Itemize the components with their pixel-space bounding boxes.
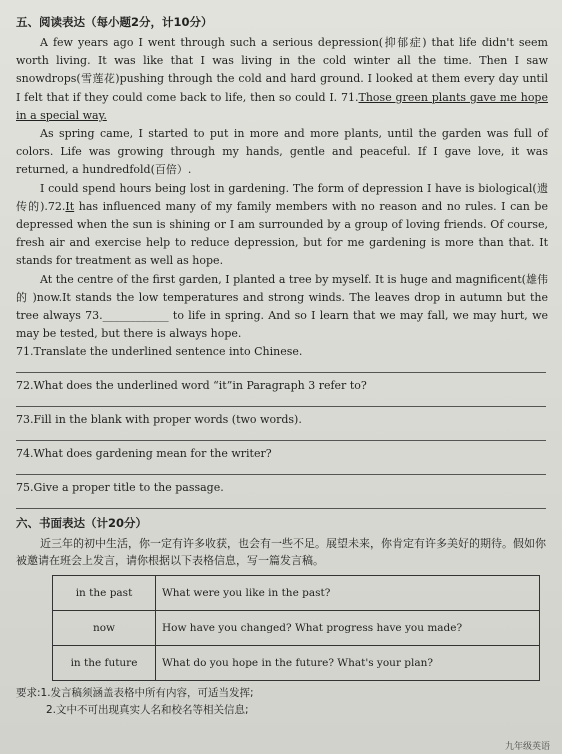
table-cell-key: in the past — [53, 576, 156, 611]
table-cell-value: How have you changed? What progress have you made? — [156, 611, 540, 646]
writing-prompt: 近三年的初中生活，你一定有许多收获，也会有一些不足。展望未来，你肯定有许多美好的期待。假如你被邀请在班会上发言，请你根据以下表格信息，写一篇发言稿。 — [16, 537, 546, 568]
table-row — [53, 611, 540, 646]
answer-line-75[interactable] — [16, 494, 546, 509]
answer-line-71[interactable] — [16, 358, 546, 373]
table-cell-value: What do you hope in the future? What's your plan? — [156, 646, 540, 681]
paragraph-3 — [16, 180, 548, 271]
question-71-text: 71.Translate the underlined sentence into Chinese. — [16, 345, 303, 359]
question-74 — [16, 447, 548, 475]
table-cell-key: now — [53, 611, 156, 646]
underlined-word-72: It — [65, 199, 75, 213]
paragraph-2: As spring came, I started to put in more and more plants, until the garden was full of colors. Life was growing through my hands, gentle and peaceful. If I gave love, it was returned, a hundredfold(百倍）. — [16, 127, 548, 177]
answer-line-73[interactable] — [16, 426, 546, 441]
paragraph-3-text-a: I could spend hours being lost in gardening. The form of depression I have is biological(遗传的).72. — [16, 181, 548, 213]
blank-73[interactable]: ____________ — [102, 309, 169, 323]
table-row — [53, 576, 540, 611]
table-cell-value: What were you like in the past? — [156, 576, 540, 611]
paragraph-4 — [16, 271, 548, 344]
page-footer-label: 九年级英语 — [504, 742, 550, 752]
underlined-sentence-71: Those green plants gave me hope in a special way. — [16, 90, 548, 122]
requirement-1: 要求:1.发言稿须涵盖表格中所有内容，可适当发挥; — [16, 687, 254, 700]
section-5-title: 五、阅读表达（每小题2分，计10分） — [16, 15, 213, 29]
question-75-text: 75.Give a proper title to the passage. — [16, 481, 224, 495]
paragraph-1-text: A few years ago I went through such a serious depression(抑郁症) that life didn't seem worth living. It was like that I was living in the cold winter all the time. Then I saw snowdrops(雪莲花)pushing through the cold and hard ground. I looked at them every day until I felt that if they could come back to life, then so could I. 71. — [16, 36, 548, 104]
question-73 — [16, 413, 548, 441]
question-75 — [16, 481, 548, 509]
info-table — [52, 575, 540, 681]
answer-line-74[interactable] — [16, 460, 546, 475]
table-cell-key: in the future — [53, 646, 156, 681]
paragraph-1 — [16, 34, 548, 125]
table-row — [53, 646, 540, 681]
answer-line-72[interactable] — [16, 392, 546, 407]
question-72-text: 72.What does the underlined word “it”in Paragraph 3 refer to? — [16, 379, 367, 393]
section-6-title: 六、书面表达（计20分） — [16, 516, 148, 531]
question-71 — [16, 345, 548, 373]
question-73-text: 73.Fill in the blank with proper words (two words). — [16, 413, 302, 427]
question-72 — [16, 379, 548, 407]
question-74-text: 74.What does gardening mean for the writer? — [16, 447, 272, 461]
requirement-2: 2.文中不可出现真实人名和校名等相关信息; — [46, 704, 249, 717]
paragraph-4-text-a: At the centre of the first garden, I planted a tree by myself. It is huge and magnificent(雄伟的 )now.It stands the low temperatures and strong winds. The leaves drop in autumn but the tree always 73. — [16, 272, 548, 323]
paragraph-3-text-b: has influenced many of my family members with no reason and no rules. I can be depressed when the sun is shining or I am surrounded by a group of loving friends. Of course, fresh air and exercise help to reduce depression, but for me gardening is more than that. It stands for treatment as well as hope. — [16, 199, 548, 268]
paragraph-4-text-b: to life in spring. And so I learn that we may fall, we may hurt, we may be tested, but there is always hope. — [16, 309, 548, 341]
